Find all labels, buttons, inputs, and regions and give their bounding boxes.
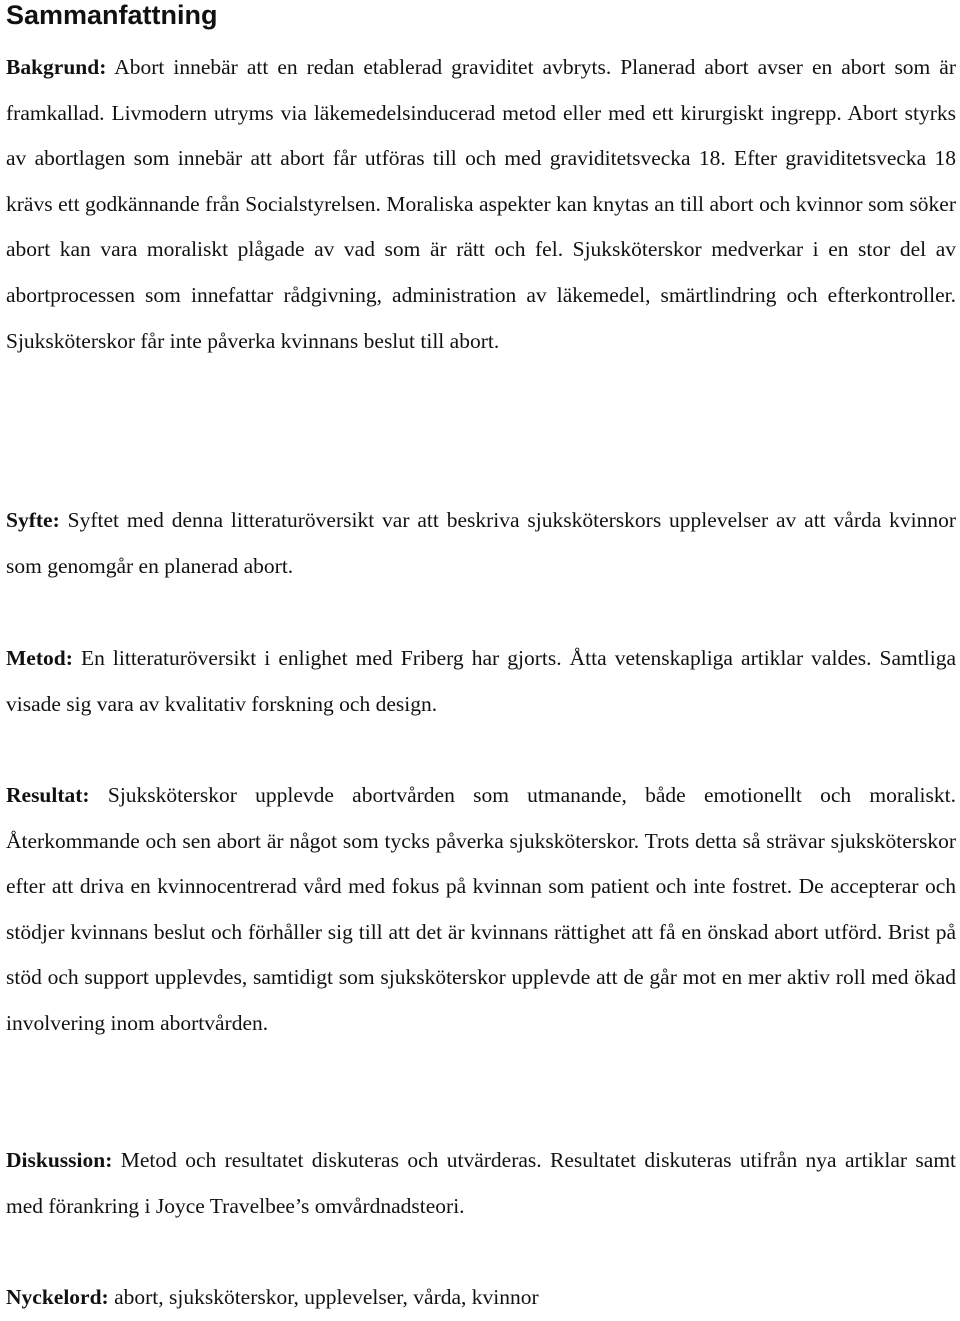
section-label-bakgrund: Bakgrund:: [6, 55, 107, 79]
section-metod: [6, 636, 956, 727]
section-label-resultat: Resultat:: [6, 783, 90, 807]
section-syfte: [6, 498, 956, 589]
summary-page: [6, 0, 957, 1309]
section-text-resultat: Sjuksköterskor upplevde abortvården som utmanande, både emotionellt och moraliskt. Återkommande och sen abort är något som tycks påverka sjuksköterskor. Trots detta så strävar sjuksköterskor efter att driva en kvinnocentrerad vård med fokus på kvinnan som patient och inte fostret. De accepterar och stödjer kvinnans beslut och förhåller sig till att det är kvinnans rättighet att få en önskad abort utförd. Brist på stöd och support upplevdes, samtidigt som sjuksköterskor upplevde att de går mot en mer aktiv roll med ökad involvering inom abortvården.: [6, 783, 956, 1035]
section-text-metod: En litteraturöversikt i enlighet med Friberg har gjorts. Åtta vetenskapliga artiklar valdes. Samtliga visade sig vara av kvalitativ forskning och design.: [6, 646, 956, 716]
section-diskussion: [6, 1138, 956, 1229]
section-nyckelord: [6, 1275, 956, 1321]
section-text-syfte: Syftet med denna litteraturöversikt var att beskriva sjuksköterskors upplevelser av att vårda kvinnor som genomgår en planerad abort.: [6, 508, 957, 578]
section-text-diskussion: Metod och resultatet diskuteras och utvärderas. Resultatet diskuteras utifrån nya artiklar samt med förankring i Joyce Travelbee’s omvårdnadsteori.: [6, 1148, 957, 1218]
page-title: Sammanfattning: [6, 0, 218, 30]
section-text-nyckelord: abort, sjuksköterskor, upplevelser, vårda, kvinnor: [114, 1285, 539, 1309]
section-label-diskussion: Diskussion:: [6, 1148, 113, 1172]
section-label-metod: Metod:: [6, 646, 73, 670]
section-resultat: [6, 773, 956, 1047]
section-text-bakgrund: Abort innebär att en redan etablerad graviditet avbryts. Planerad abort avser en abort som är framkallad. Livmodern utryms via läkemedelsinducerad metod eller med ett kirurgiskt ingrepp. Abort styrks av abortlagen som innebär att abort får utföras till och med graviditetsvecka 18. Efter graviditetsvecka 18 krävs ett godkännande från Socialstyrelsen. Moraliska aspekter kan knytas an till abort och kvinnor som söker abort kan vara moraliskt plågade av vad som är rätt och fel. Sjuksköterskor medverkar i en stor del av abortprocessen som innefattar rådgivning, administration av läkemedel, smärtlindring och efterkontroller. Sjuksköterskor får inte påverka kvinnans beslut till abort.: [6, 55, 956, 353]
section-label-syfte: Syfte:: [6, 508, 60, 532]
section-label-nyckelord: Nyckelord:: [6, 1285, 109, 1309]
section-bakgrund: [6, 45, 956, 364]
